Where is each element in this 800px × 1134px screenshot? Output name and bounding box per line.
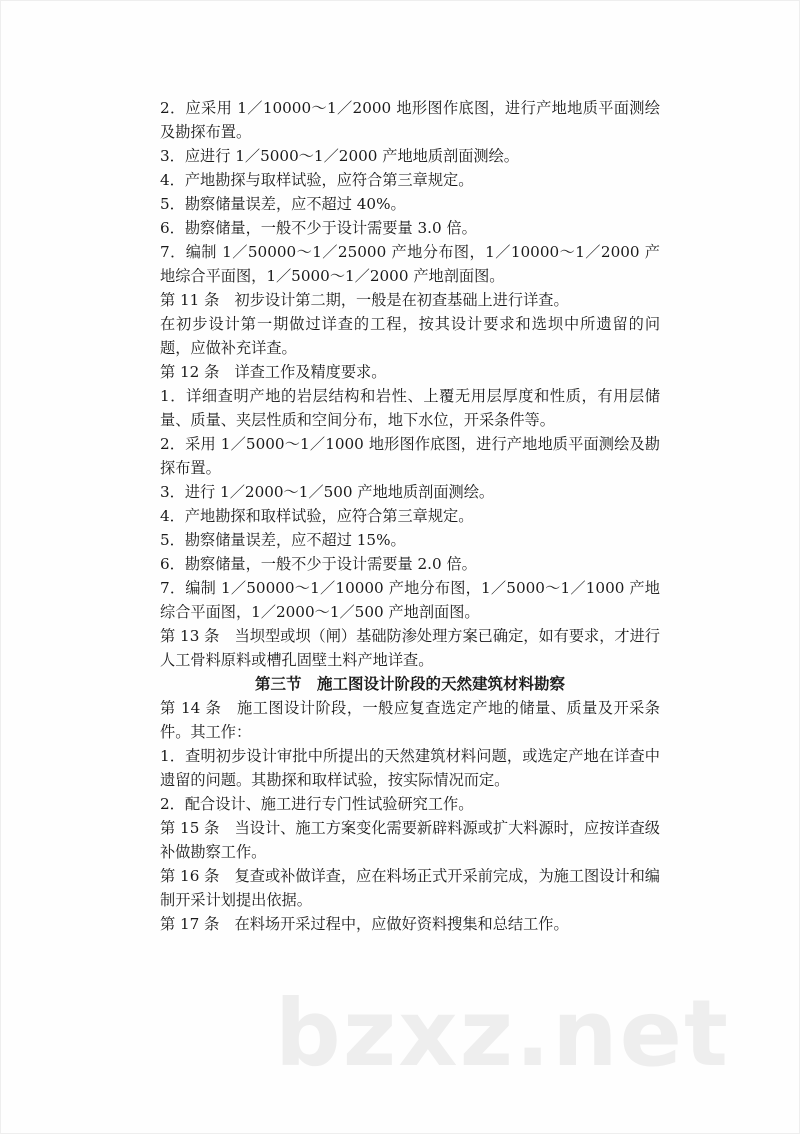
paragraph: 5．勘察储量误差，应不超过 40%。 [160,195,406,213]
paragraph: 6．勘察储量，一般不少于设计需要量 2.0 倍。 [160,555,477,573]
paragraph: 2．采用 1／5000～1／1000 地形图作底图，进行产地地质平面测绘及勘探布置。 [160,435,660,477]
article-13: 第 13 条 当坝型或坝（闸）基础防渗处理方案已确定，如有要求，才进行人工骨料原料或槽孔固壁土料产地详查。 [160,627,660,669]
section-heading: 第三节 施工图设计阶段的天然建筑材料勘察 [254,675,565,693]
paragraph: 3．应进行 1／5000～1／2000 产地地质剖面测绘。 [160,147,519,165]
paragraph: 6．勘察储量，一般不少于设计需要量 3.0 倍。 [160,219,477,237]
article-14: 第 14 条 施工图设计阶段，一般应复查选定产地的储量、质量及开采条件。其工作： [160,699,660,741]
article-16: 第 16 条 复查或补做详查，应在料场正式开采前完成，为施工图设计和编制开采计划提出依据。 [160,867,660,909]
paragraph: 2．应采用 1／10000～1／2000 地形图作底图，进行产地地质平面测绘及勘探布置。 [160,99,660,141]
paragraph: 4．产地勘探和取样试验，应符合第三章规定。 [160,507,474,525]
paragraph: 7．编制 1／50000～1／10000 产地分布图，1／5000～1／1000 产地综合平面图，1／2000～1／500 产地剖面图。 [160,579,660,621]
watermark: bzxz.net [274,980,730,1087]
paragraph: 在初步设计第一期做过详查的工程，按其设计要求和选坝中所遗留的问题，应做补充详查。 [160,315,660,357]
document-body [160,96,660,936]
paragraph: 4．产地勘探与取样试验，应符合第三章规定。 [160,171,474,189]
article-15: 第 15 条 当设计、施工方案变化需要新辟料源或扩大料源时，应按详查级补做勘察工作。 [160,819,660,861]
article-17: 第 17 条 在料场开采过程中，应做好资料搜集和总结工作。 [160,915,569,933]
paragraph: 2．配合设计、施工进行专门性试验研究工作。 [160,795,474,813]
article-12: 第 12 条 详查工作及精度要求。 [160,363,387,381]
paragraph: 7．编制 1／50000～1／25000 产地分布图，1／10000～1／2000 产地综合平面图，1／5000～1／2000 产地剖面图。 [160,243,660,285]
paragraph: 1．详细查明产地的岩层结构和岩性、上覆无用层厚度和性质，有用层储量、质量、夹层性质和空间分布，地下水位，开采条件等。 [160,387,660,429]
paragraph: 5．勘察储量误差，应不超过 15%。 [160,531,406,549]
article-11: 第 11 条 初步设计第二期，一般是在初查基础上进行详查。 [160,291,569,309]
paragraph: 1．查明初步设计审批中所提出的天然建筑材料问题，或选定产地在详查中遗留的问题。其勘探和取样试验，按实际情况而定。 [160,747,660,789]
paragraph: 3．进行 1／2000～1／500 产地地质剖面测绘。 [160,483,495,501]
